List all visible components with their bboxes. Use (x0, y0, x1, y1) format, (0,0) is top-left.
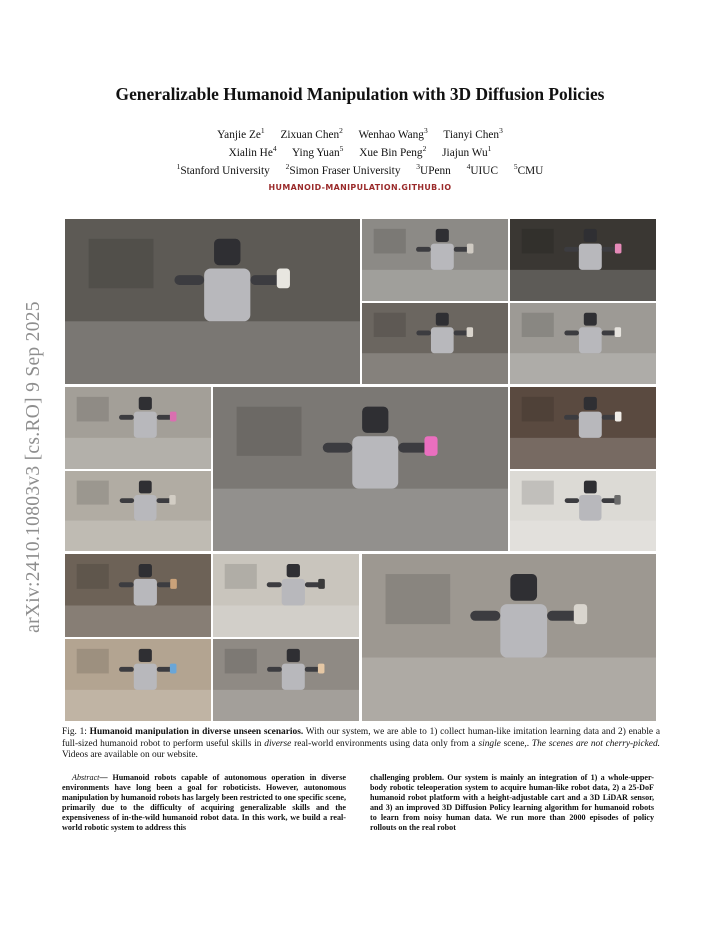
author-affiliation-sup: 4 (272, 144, 277, 153)
affiliation-name: UPenn (420, 164, 451, 177)
caption-emphasis: The scenes are not cherry-picked. (531, 738, 660, 749)
affiliation-name: Simon Fraser University (289, 164, 401, 177)
author-line-2 (0, 144, 720, 159)
caption-text: real-world environments using data only from a (291, 738, 479, 749)
photo-illustration (213, 387, 508, 551)
author-name: Ying Yuan (292, 146, 340, 159)
affiliations-line (0, 162, 720, 177)
humanoid-window-scene-photo (65, 471, 211, 551)
abstract-label: Abstract (72, 773, 100, 782)
arxiv-stamp: arXiv:2410.10803v3 [cs.RO] 9 Sep 2025 (23, 301, 44, 633)
affiliation-sup: 1 (176, 162, 181, 171)
humanoid-sink-faucet-photo (362, 554, 656, 721)
affiliation-name: Stanford University (180, 164, 270, 177)
humanoid-kitchen-counter-photo (510, 303, 656, 384)
humanoid-handover-photo (213, 639, 359, 721)
affiliation-sup: 2 (285, 162, 290, 171)
abstract-dash: — (99, 773, 113, 782)
photo-illustration (213, 554, 359, 637)
project-link[interactable]: HUMANOID-MANIPULATION.GITHUB.IO (268, 183, 452, 192)
photo-illustration (65, 387, 211, 469)
author-affiliation-sup: 3 (423, 126, 428, 135)
author-name: Yanjie Ze (217, 128, 261, 141)
affiliation-name: CMU (517, 164, 544, 177)
affiliation-name: UIUC (470, 164, 499, 177)
humanoid-kitchen-closeup-photo (510, 387, 656, 469)
author-affiliation-sup: 2 (339, 126, 343, 135)
photo-illustration (362, 219, 508, 301)
affiliation-sup: 5 (513, 162, 518, 171)
humanoid-office-cart-photo (362, 219, 508, 301)
photo-illustration (362, 303, 508, 384)
author-name: Wenhao Wang (358, 128, 424, 141)
paper-title: Generalizable Humanoid Manipulation with 3D Diffusion Policies (115, 84, 605, 104)
affiliation-sup: 3 (416, 162, 421, 171)
people-at-table-photo (362, 303, 508, 384)
photo-illustration (65, 219, 360, 384)
caption-bold: Humanoid manipulation in diverse unseen scenarios. (89, 727, 304, 737)
author-name: Xue Bin Peng (359, 146, 423, 159)
humanoid-pink-cup-photo (510, 219, 656, 301)
photo-illustration (510, 219, 656, 301)
photo-illustration (362, 554, 656, 721)
humanoid-lab-bench-photo (65, 387, 211, 469)
author-affiliation-sup: 1 (487, 144, 492, 153)
author-line-1 (0, 126, 720, 141)
author-name: Jiajun Wu (442, 146, 488, 159)
caption-text: Videos are available on our website. (62, 750, 198, 761)
photo-illustration (65, 639, 211, 721)
photo-illustration (510, 387, 656, 469)
author-name: Tianyi Chen (443, 128, 500, 141)
caption-text: With our system, we are able to 1) collect human-like imitation learning data and 2) enable a full-sized humanoid robot to perform useful skills in (62, 727, 660, 749)
humanoid-basket-photo (213, 554, 359, 637)
humanoid-office-pink-cup-photo (213, 387, 508, 551)
author-affiliation-sup: 3 (499, 126, 503, 135)
author-affiliation-sup: 2 (422, 144, 427, 153)
caption-text: scene,. (500, 738, 532, 749)
humanoid-shelf-lab-photo (65, 639, 211, 721)
photo-illustration (510, 303, 656, 384)
photo-illustration (213, 639, 359, 721)
photo-illustration (510, 471, 656, 551)
figure-caption (62, 727, 660, 762)
humanoid-table-scene-photo (65, 219, 360, 384)
photo-illustration (65, 554, 211, 637)
abstract-left-column (62, 773, 346, 833)
photo-illustration (65, 471, 211, 551)
affiliation-sup: 4 (466, 162, 471, 171)
author-name: Xialin He (228, 146, 273, 159)
author-affiliation-sup: 5 (339, 144, 344, 153)
author-name: Zixuan Chen (280, 128, 340, 141)
author-affiliation-sup: 1 (260, 126, 265, 135)
humanoid-pantry-photo (65, 554, 211, 637)
abstract-text: Humanoid robots capable of autonomous operation in diverse environments have long been a goal for roboticists. However, autonomous manipulation by humanoid robots has largely been restricted to one specific scene, primarily due to the difficulty of acquiring generalizable skills and the expensiveness of in-the-wild humanoid robot data. In this work, we build a real-world robotic system to address this (62, 773, 347, 833)
caption-emphasis: diverse (264, 738, 292, 749)
humanoid-white-room-photo (510, 471, 656, 551)
abstract-right-column: challenging problem. Our system is mainly an integration of 1) a whole-upper-body robotic teleoperation system to acquire human-like robot data, 2) a 25-DoF humanoid robot platform with a height-adjustable cart and a 3D LiDAR sensor, and 3) an improved 3D Diffusion Policy learning algorithm for humanoid robots to learn from noisy human data. We run more than 2000 episodes of policy rollouts on the real robot (370, 773, 654, 833)
caption-emphasis: single (478, 738, 501, 749)
caption-label: Fig. 1: (62, 727, 90, 737)
